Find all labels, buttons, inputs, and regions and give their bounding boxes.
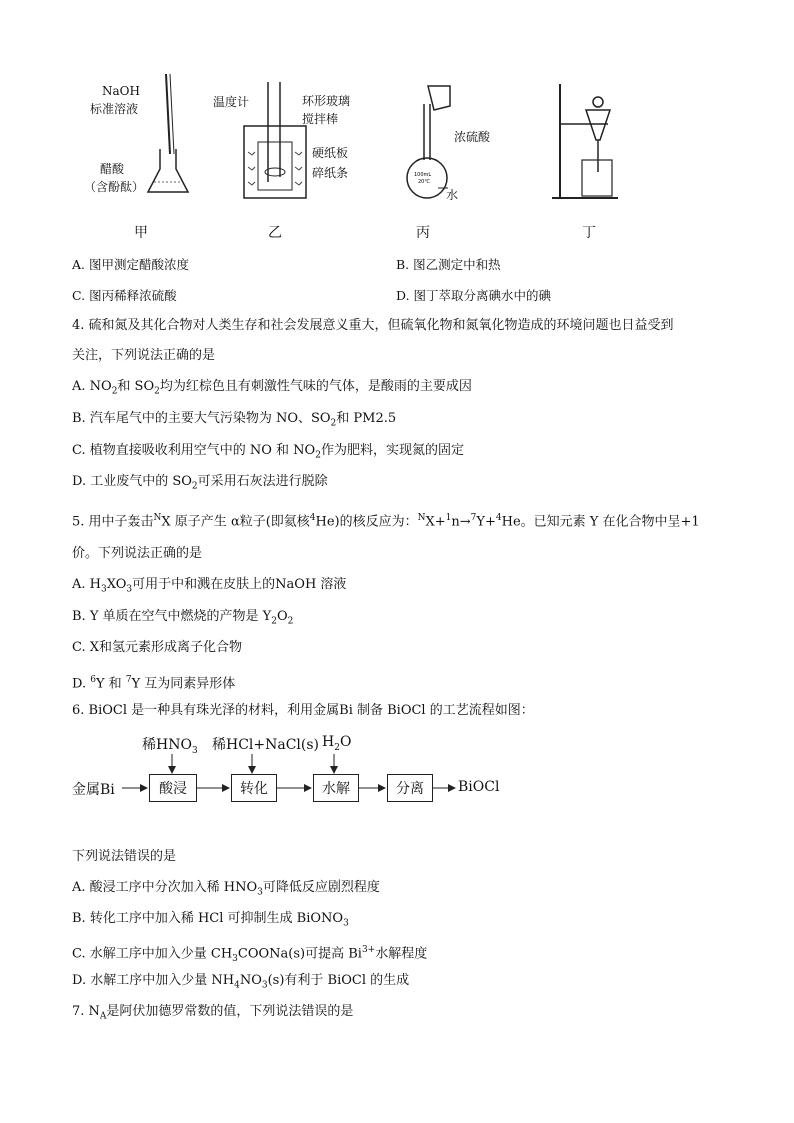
reagent-hno3: 稀$HNO_3$ bbox=[142, 737, 198, 756]
flow-start: 金属Bi bbox=[72, 782, 115, 798]
flow-step-acid-leach: 酸浸 bbox=[149, 774, 197, 802]
label-paper-scraps: 碎纸条 bbox=[312, 166, 349, 180]
q4-option-a: A. $NO_2$和 $SO_2$均为红棕色且有刺激性气味的气体，是酸雨的主要成因 bbox=[72, 379, 472, 397]
flow-step-conversion: 转化 bbox=[231, 774, 277, 802]
q5-option-d: D. $^6$Y 和 $^7$Y 互为同素异形体 bbox=[72, 675, 236, 692]
q7-stem: 7. $N_A$是阿伏加德罗常数的值，下列说法错误的是 bbox=[72, 1004, 354, 1022]
label-naoh: NaOH bbox=[102, 84, 140, 98]
q5-option-a: A. $H_3XO_3$可用于中和溅在皮肤上的NaOH 溶液 bbox=[72, 577, 347, 595]
flask-label-volume: 100mL bbox=[414, 172, 432, 178]
label-water: 水 bbox=[446, 188, 459, 202]
q4-stem-line1: 4. 硫和氮及其化合物对人类生存和社会发展意义重大，但硫氧化物和氮氧化物造成的环境问题也日益受到 bbox=[72, 318, 674, 333]
label-stir-rod: 搅拌棒 bbox=[302, 112, 339, 126]
label-conc-sulfuric: 浓硫酸 bbox=[454, 130, 491, 144]
q5-stem-line1: 5. 用中子轰击$^N$X 原子产生 α粒子(即氦核$^4$He)的核反应为：$^N$X+$^1$n→$^7$Y+$^4$He。已知元素 Y 在化合物中呈+1 bbox=[72, 513, 700, 530]
q4-option-b: B. 汽车尾气中的主要大气污染物为 NO、$SO_2$和 PM2.5 bbox=[72, 411, 397, 429]
caption-ding: 丁 bbox=[582, 225, 596, 241]
label-ring-stirrer: 环形玻璃 bbox=[302, 94, 351, 108]
q3-option-b: B. 图乙测定中和热 bbox=[396, 257, 501, 272]
q6-option-d: D. 水解工序中加入少量 $NH_4NO_3(s)$有利于 BiOCl 的生成 bbox=[72, 973, 410, 991]
q6-option-c: C. 水解工序中加入少量 $CH_3COONa(s)$可提高 $Bi^{3+}$水解程度 bbox=[72, 945, 428, 964]
q3-option-c: C. 图丙稀释浓硫酸 bbox=[72, 288, 177, 303]
q3-option-d: D. 图丁萃取分离碘水中的碘 bbox=[396, 288, 552, 303]
flow-step-separation: 分离 bbox=[387, 774, 433, 802]
q6-stem: 6. BiOCl 是一种具有珠光泽的材料，利用金属Bi 制备 BiOCl 的工艺流程如图： bbox=[72, 703, 534, 718]
flask-label-temp: 20℃ bbox=[418, 179, 430, 185]
reagent-water: $H_2O$ bbox=[322, 734, 352, 753]
q4-stem-line2: 关注，下列说法正确的是 bbox=[72, 348, 216, 363]
label-indicator: （含酚酞） bbox=[84, 180, 145, 194]
q5-option-b: B. Y 单质在空气中燃烧的产物是 $Y_2O_2$ bbox=[72, 609, 294, 627]
q6-option-b: B. 转化工序中加入稀 HCl 可抑制生成 BiONO$_3$ bbox=[72, 911, 349, 929]
caption-bing: 丙 bbox=[416, 225, 430, 241]
q4-option-d: D. 工业废气中的 $SO_2$可采用石灰法进行脱除 bbox=[72, 474, 328, 492]
label-standard-solution: 标准溶液 bbox=[90, 102, 139, 116]
caption-yi: 乙 bbox=[268, 225, 282, 241]
q3-option-a: A. 图甲测定醋酸浓度 bbox=[72, 257, 189, 272]
caption-jia: 甲 bbox=[134, 225, 148, 241]
q6-option-a: A. 酸浸工序中分次加入稀 $HNO_3$可降低反应剧烈程度 bbox=[72, 880, 380, 898]
reagent-hcl-nacl: 稀HCl+NaCl(s) bbox=[212, 737, 320, 753]
q5-option-c: C. X和氢元素形成离子化合物 bbox=[72, 640, 243, 655]
label-cardboard: 硬纸板 bbox=[312, 146, 349, 160]
q6-prompt: 下列说法错误的是 bbox=[72, 849, 177, 864]
q5-stem-line2: 价。下列说法正确的是 bbox=[72, 546, 203, 561]
flow-step-hydrolysis: 水解 bbox=[313, 774, 359, 802]
flow-end: BiOCl bbox=[458, 779, 500, 795]
label-thermometer: 温度计 bbox=[213, 95, 250, 109]
q4-option-c: C. 植物直接吸收利用空气中的 NO 和 $NO_2$作为肥料，实现氮的固定 bbox=[72, 443, 464, 461]
label-acetic-acid: 醋酸 bbox=[100, 162, 125, 176]
